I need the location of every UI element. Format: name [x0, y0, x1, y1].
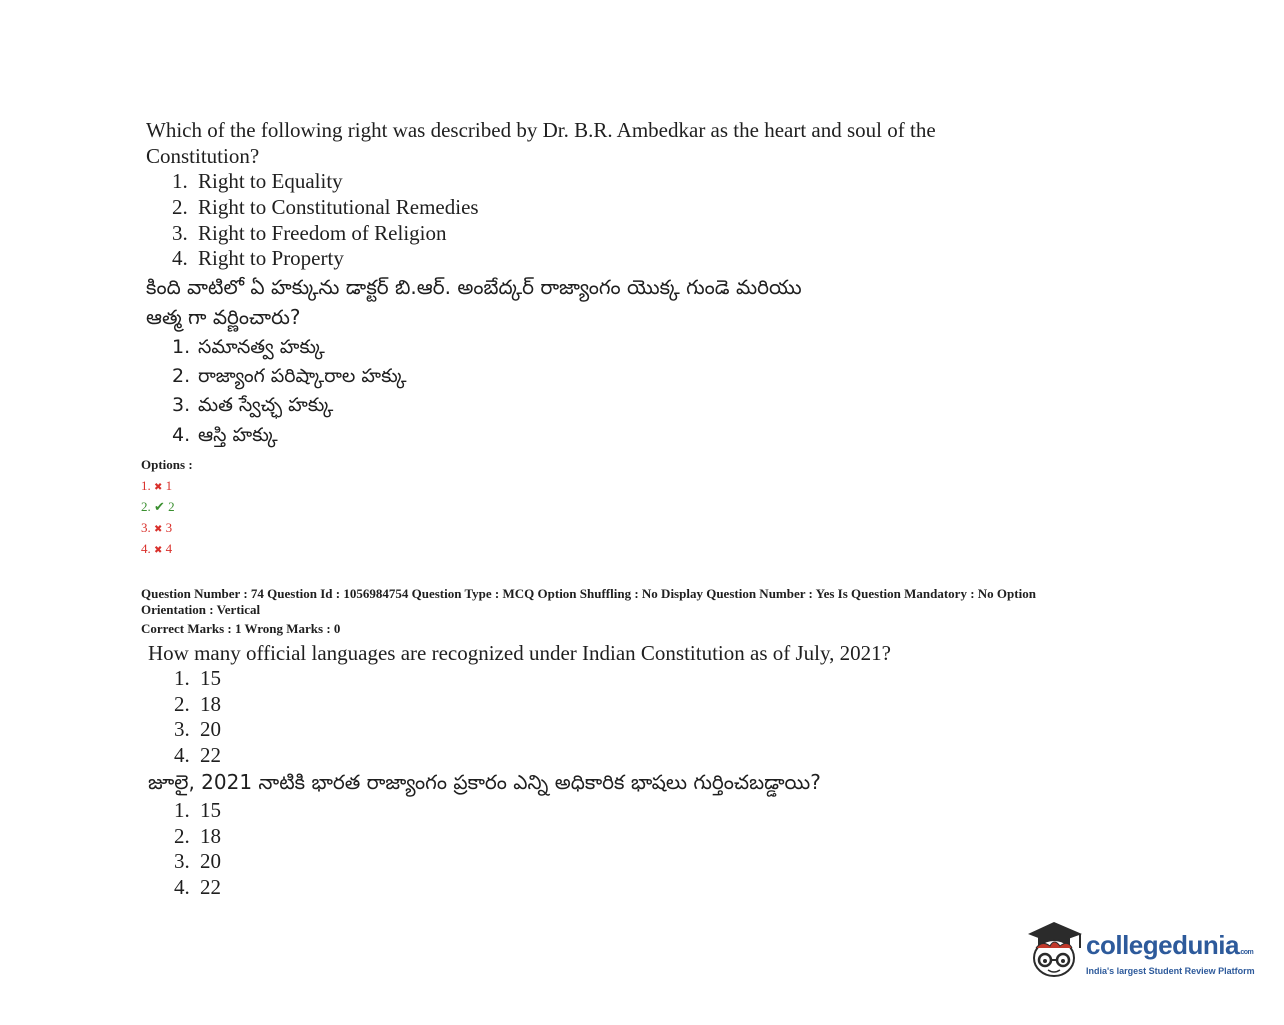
cross-icon: ✖ [154, 524, 163, 535]
question-1-telugu-option: 4. ఆస్తి హక్కు [172, 424, 278, 446]
answer-option-3: 3. ✖ 3 [141, 520, 173, 535]
check-icon: ✔ [154, 499, 165, 514]
question-2-marks: Correct Marks : 1 Wrong Marks : 0 [141, 621, 341, 636]
question-1-telugu-line1: కింది వాటిలో ఏ హక్కును డాక్టర్ బి.ఆర్. అంబేద్కర్ రాజ్యాంగం యొక్క గుండె మరియు [146, 275, 802, 299]
question-2-option: 4. 22 [174, 743, 221, 767]
question-2-meta-line1: Question Number : 74 Question Id : 1056984754 Question Type : MCQ Option Shuffling : No Display Question Number : Yes Is Question Mandatory : No Option [141, 586, 1036, 601]
question-2-telugu-text: జూలై, 2021 నాటికి భారత రాజ్యాంగం ప్రకారం ఎన్ని అధికారిక భాషలు గుర్తించబడ్డాయి? [148, 770, 821, 794]
cross-icon: ✖ [154, 482, 163, 493]
answer-option-2: 2. ✔ 2 [141, 499, 175, 514]
question-2-option: 3. 20 [174, 717, 221, 741]
question-1-telugu-option: 3. మత స్వేచ్ఛ హక్కు [172, 394, 334, 416]
answer-option-4: 4. ✖ 4 [141, 541, 173, 556]
question-2-telugu-option: 1. 15 [174, 798, 221, 822]
question-1-option: 1. Right to Equality [172, 169, 343, 193]
question-1-telugu-option: 1. సమానత్వ హక్కు [172, 336, 325, 358]
question-1-option: 3. Right to Freedom of Religion [172, 221, 447, 245]
question-2-telugu-option: 3. 20 [174, 849, 221, 873]
question-1-text-line2: Constitution? [146, 144, 260, 168]
logo-tagline: India's largest Student Review Platform [1086, 966, 1255, 976]
question-2-text: How many official languages are recognized under Indian Constitution as of July, 2021? [148, 641, 891, 665]
collegedunia-logo[interactable] [1024, 918, 1264, 988]
question-1-option: 2. Right to Constitutional Remedies [172, 195, 479, 219]
question-2-telugu-option: 4. 22 [174, 875, 221, 899]
question-2-telugu-option: 2. 18 [174, 824, 221, 848]
question-2-option: 2. 18 [174, 692, 221, 716]
question-2-meta-line2: Orientation : Vertical [141, 602, 261, 617]
question-1-telugu-option: 2. రాజ్యాంగ పరిష్కారాల హక్కు [172, 365, 407, 387]
question-1-text-line1: Which of the following right was described by Dr. B.R. Ambedkar as the heart and soul of the [146, 118, 936, 142]
question-1-option: 4. Right to Property [172, 246, 344, 270]
question-1-telugu-line2: ఆత్మ గా వర్ణించారు? [146, 305, 301, 329]
answer-option-1: 1. ✖ 1 [141, 478, 173, 493]
logo-brand: collegedunia.com [1086, 930, 1254, 960]
cross-icon: ✖ [154, 545, 163, 556]
options-label: Options : [141, 457, 193, 472]
mascot-icon [1024, 918, 1084, 984]
question-2-option: 1. 15 [174, 666, 221, 690]
